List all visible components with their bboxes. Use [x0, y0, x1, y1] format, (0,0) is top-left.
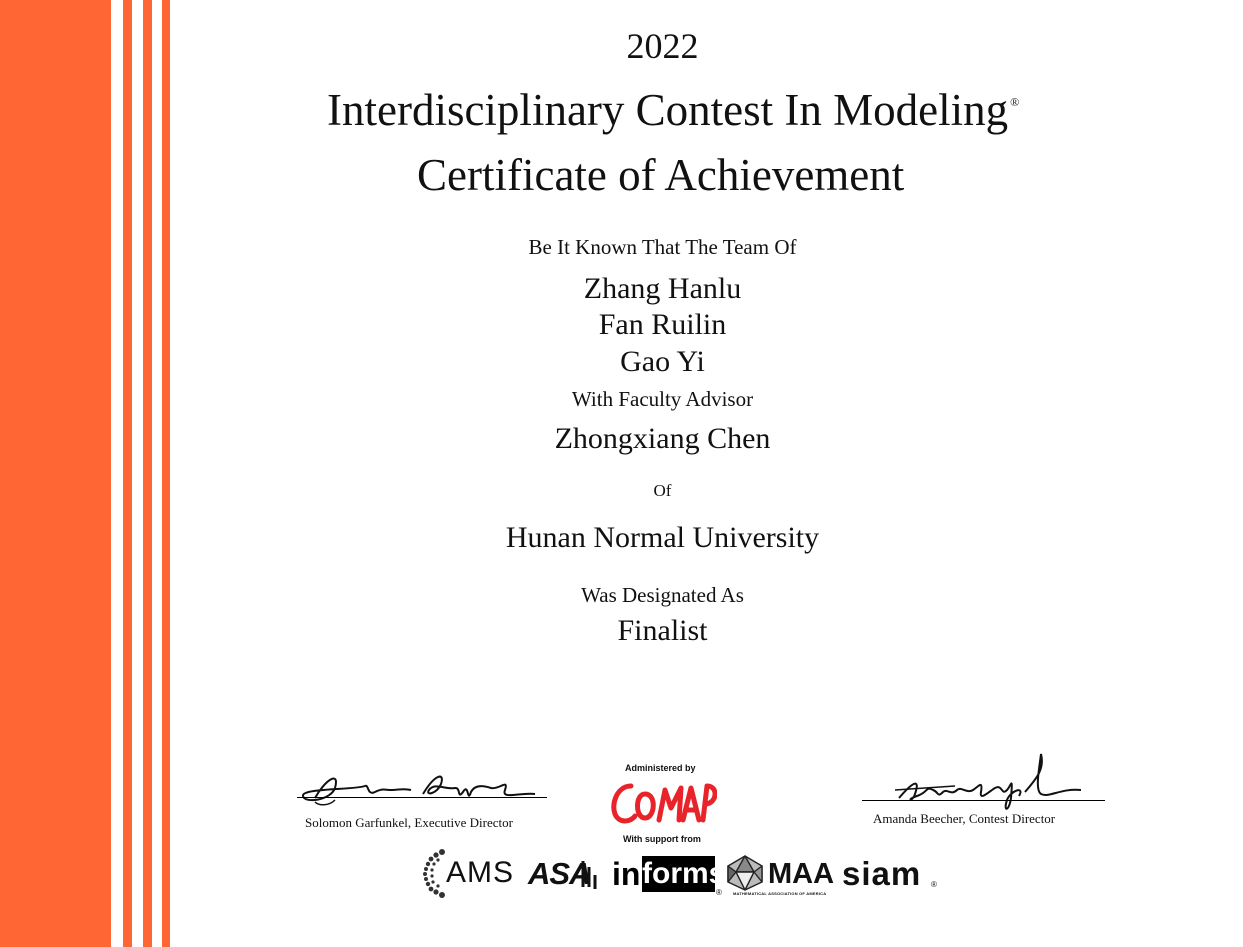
ams-dots-icon — [420, 848, 446, 898]
comap-logo — [607, 774, 717, 830]
certificate-year: 2022 — [626, 26, 699, 66]
ams-logo-text: AMS — [446, 856, 515, 889]
team-member: Fan Ruilin — [598, 308, 727, 341]
maa-logo-text: MAA — [768, 858, 835, 890]
informs-logo-in: in — [612, 856, 641, 892]
certificate-title: Certificate of Achievement — [417, 150, 905, 200]
asa-mark-icon — [580, 855, 598, 895]
designation-label: Was Designated As — [581, 583, 744, 607]
orange-stripe — [123, 0, 132, 947]
executive-director-name: Solomon Garfunkel, Executive Director — [305, 815, 513, 830]
contest-name-text: Interdisciplinary Contest In Modeling — [327, 85, 1009, 135]
registered-mark: ® — [716, 888, 722, 897]
support-label: With support from — [623, 834, 701, 844]
intro-text: Be It Known That The Team Of — [528, 235, 797, 259]
of-label: Of — [653, 481, 672, 500]
contest-name — [327, 85, 1020, 135]
institution-name: Hunan Normal University — [505, 521, 820, 554]
executive-director-signature — [295, 760, 555, 810]
advisor-name: Zhongxiang Chen — [554, 422, 771, 455]
registered-mark: ® — [1010, 95, 1020, 109]
contest-director-name: Amanda Beecher, Contest Director — [873, 811, 1056, 826]
signature-line — [297, 797, 547, 798]
signature-line — [862, 800, 1105, 801]
left-orange-band — [0, 0, 111, 947]
administered-by-label: Administered by — [625, 763, 696, 773]
orange-stripe — [162, 0, 170, 947]
informs-logo-forms: forms — [642, 857, 726, 890]
advisor-label: With Faculty Advisor — [571, 387, 754, 411]
informs-logo — [612, 856, 726, 892]
siam-logo-text: siam — [842, 855, 922, 892]
award-designation: Finalist — [617, 614, 708, 647]
maa-subtitle: MATHEMATICAL ASSOCIATION OF AMERICA — [733, 891, 827, 896]
team-member: Gao Yi — [620, 345, 705, 378]
asa-logo-text: ASA — [528, 856, 591, 891]
team-member: Zhang Hanlu — [583, 272, 742, 305]
contest-director-signature — [895, 750, 1085, 820]
orange-stripe — [143, 0, 152, 947]
registered-mark: ® — [931, 880, 937, 889]
maa-polyhedron-icon — [724, 854, 766, 892]
